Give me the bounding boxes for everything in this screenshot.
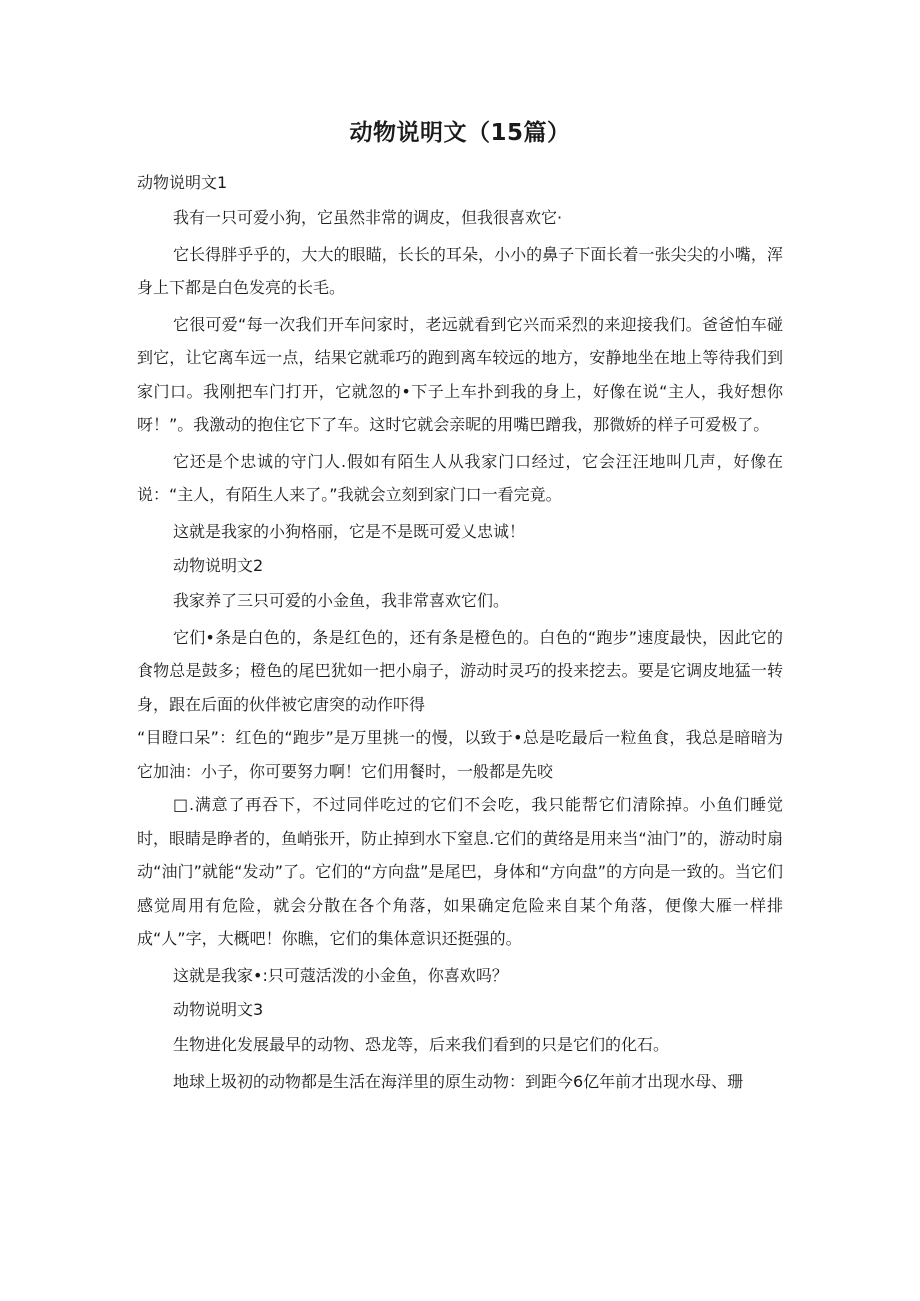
paragraph: 它们•条是白色的，条是红色的，还有条是橙色的。白色的“跑步”速度最快，因此它的食物总是鼓多；橙色的尾巴犹如一把小扇子，游动时灵巧的投来挖去。要是它调皮地猛一转身，跟在后面的伙伴被它唐突的动作吓得: [137, 627, 783, 714]
paragraph: 这就是我家的小狗格丽，它是不是既可爱乂忠诚！: [173, 521, 526, 541]
paragraph: 它长得胖乎乎的，大大的眼瞄，长长的耳朵，小小的鼻子下面长着一张尖尖的小嘴，浑身上下都是白色发亮的长毛。: [137, 244, 783, 297]
paragraph: 它还是个忠诚的守门人.假如有陌生人从我家门口经过，它会汪汪地叫几声，好像在说：“主人，有陌生人来了。”我就会立刻到家门口一看完竟。: [137, 451, 783, 504]
paragraph: 生物进化发展最早的动物、恐龙等，后来我们看到的只是它们的化石。: [173, 1035, 670, 1054]
section-heading-2: 动物说明文2: [173, 556, 264, 575]
paragraph: 我有一只可爱小狗，它虽然非常的调皮，但我很喜欢它·: [173, 208, 563, 227]
paragraph: 我家养了三只可爱的小金鱼，我非常喜欢它们。: [173, 591, 510, 610]
section-heading-3: 动物说明文3: [173, 1000, 264, 1019]
section-heading-1: 动物说明文1: [137, 173, 228, 192]
paragraph: 这就是我家•:只可蔻活泼的小金鱼，你喜欢吗？: [173, 965, 508, 985]
document-body: [137, 168, 783, 1101]
paragraph: 它很可爱“每一次我们开车问家时，老远就看到它兴而采烈的来迎接我们。爸爸怕车碰到它，让它离车远一点，结果它就乖巧的跑到离车较远的地方，安静地坐在地上等待我们到家门口。我刚把车门打开，它就忽的•下子上车扑到我的身上，好像在说“主人，我好想你呀！”。我激动的抱住它下了车。这时它就会亲昵的用嘴巴蹭我，那微娇的样子可爱极了。: [137, 314, 783, 434]
paragraph: “目瞪口呆”：红色的“跑步”是万里挑一的慢，以致于•总是吃最后一粒鱼食，我总是暗暗为它加油：小子，你可要努力啊！它们用餐时，一般都是先咬: [137, 728, 783, 781]
paragraph: □.满意了再吞下，不过同伴吃过的它们不会吃，我只能帮它们清除掉。小鱼们睡觉时，眼睛是睁者的，鱼峭张开，防止掉到水下窒息.它们的黄络是用来当“油门”的，游动时扇动“油门”就能“发动”了。它们的“方向盘”是尾巴，身体和“方向盘”的方向是一致的。当它们感觉周用有危险，就会分散在各个角落，如果确定危险来自某个角落，便像大雁一样排成“人”字，大概吧！你瞧，它们的集体意识还挺强的。: [137, 795, 783, 948]
document-title: 动物说明文（15篇）: [349, 120, 571, 146]
paragraph: 地球上圾初的动物都是生活在海洋里的原生动物：到距今6亿年前才出现水母、珊: [173, 1071, 744, 1091]
